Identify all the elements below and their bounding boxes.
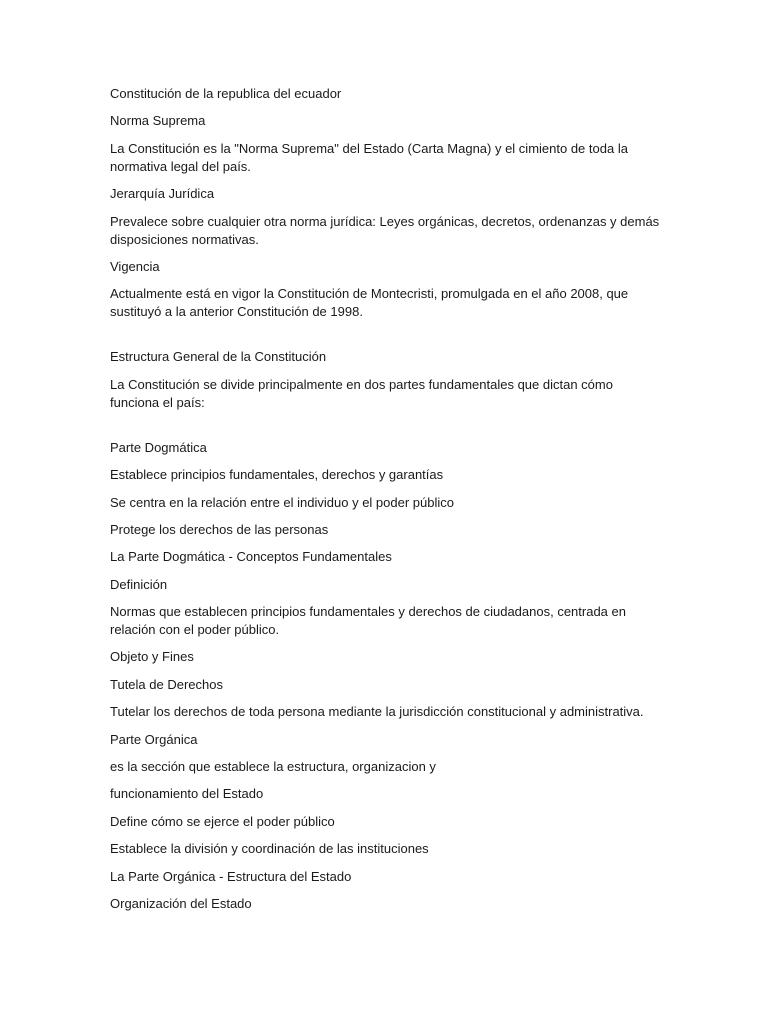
paragraph-organica-division: Establece la división y coordinación de las instituciones [110,841,429,857]
paragraph-dogmatica-principios: Establece principios fundamentales, derechos y garantías [110,467,444,483]
paragraph-norma-suprema: La Constitución es la "Norma Suprema" del Estado (Carta Magna) y el cimiento de toda la normativa legal del país. [110,140,628,174]
heading-organica-estructura: La Parte Orgánica - Estructura del Estado [110,868,352,884]
paragraph-organica-poder: Define cómo se ejerce el poder público [110,813,335,829]
heading-jerarquia-juridica: Jerarquía Jurídica [110,186,215,202]
heading-parte-dogmatica: Parte Dogmática [110,439,207,455]
document-title: Constitución de la republica del ecuador [110,86,342,101]
paragraph-jerarquia-juridica: Prevalece sobre cualquier otra norma jurídica: Leyes orgánicas, decretos, ordenanzas y demás disposiciones normativas. [110,213,660,247]
heading-norma-suprema: Norma Suprema [110,113,206,129]
paragraph-dogmatica-protege: Protege los derechos de las personas [110,521,329,537]
paragraph-dogmatica-relacion: Se centra en la relación entre el individuo y el poder público [110,494,454,510]
heading-estructura-general: Estructura General de la Constitución [110,349,327,365]
paragraph-organica-funcionamiento: funcionamiento del Estado [110,786,264,802]
paragraph-definicion: Normas que establecen principios fundamentales y derechos de ciudadanos, centrada en relación con el poder público. [110,604,626,638]
heading-parte-organica: Parte Orgánica [110,731,198,747]
document-body [110,85,660,922]
heading-tutela-derechos: Tutela de Derechos [110,676,223,692]
paragraph-vigencia: Actualmente está en vigor la Constitución de Montecristi, promulgada en el año 2008, que sustituyó a la anterior Constitución de 1998. [110,286,629,320]
heading-organizacion-estado: Organización del Estado [110,895,252,911]
paragraph-tutela-derechos: Tutelar los derechos de toda persona mediante la jurisdicción constitucional y administrativa. [110,704,644,720]
heading-vigencia: Vigencia [110,258,160,274]
paragraph-estructura-general: La Constitución se divide principalmente en dos partes fundamentales que dictan cómo funciona el país: [110,376,613,410]
heading-dogmatica-conceptos: La Parte Dogmática - Conceptos Fundamentales [110,549,392,565]
paragraph-organica-seccion: es la sección que establece la estructura, organizacion y [110,759,436,775]
heading-objeto-fines: Objeto y Fines [110,649,194,665]
heading-definicion: Definición [110,576,168,592]
